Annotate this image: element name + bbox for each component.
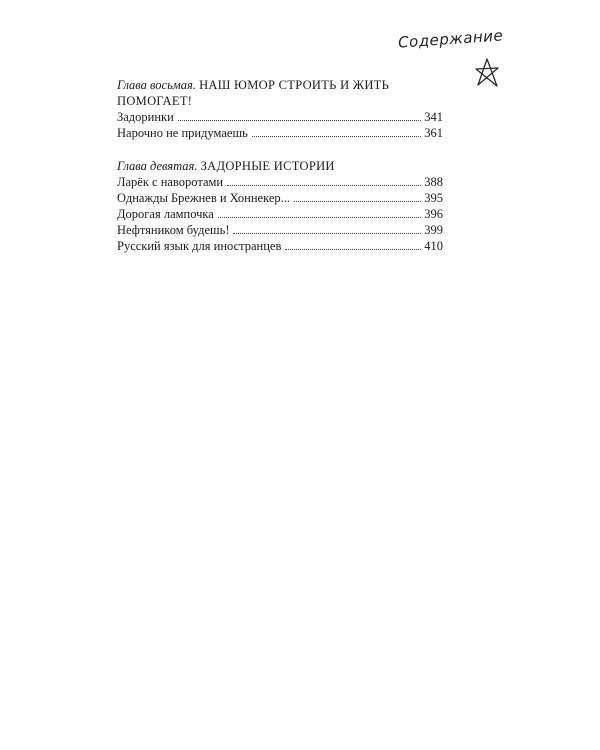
toc-entry[interactable]	[117, 238, 443, 254]
toc-entry[interactable]	[117, 222, 443, 238]
handwritten-note: Содержание	[397, 26, 504, 52]
dot-leader	[285, 248, 421, 250]
dot-leader	[294, 200, 421, 202]
dot-leader	[218, 216, 421, 218]
toc-entry-page: 410	[424, 239, 443, 253]
dot-leader	[252, 135, 421, 137]
toc-entry[interactable]	[117, 190, 443, 206]
toc-entry-title: Дорогая лампочка	[117, 207, 214, 221]
chapter-number: Глава восьмая.	[117, 78, 196, 92]
toc-entry-title: Задоринки	[117, 110, 174, 124]
chapter-heading	[117, 77, 443, 109]
chapter-title: НАШ ЮМОР СТРОИТЬ И ЖИТЬ ПОМОГАЕТ!	[117, 78, 390, 108]
toc-entry-page: 388	[424, 175, 443, 189]
toc-entry-title: Однажды Брежнев и Хоннекер...	[117, 191, 291, 205]
toc-entry-title: Ларёк с наворотами	[117, 175, 224, 189]
toc-entry[interactable]	[117, 125, 443, 141]
toc-entry[interactable]	[117, 109, 443, 125]
chapter-title: ЗАДОРНЫЕ ИСТОРИИ	[200, 159, 335, 173]
toc-entry-title: Русский язык для иностранцев	[117, 239, 282, 253]
chapter-heading	[117, 158, 443, 174]
toc-entry-title: Нефтяником будешь!	[117, 223, 230, 237]
toc-entry[interactable]	[117, 174, 443, 190]
toc-entry-title: Нарочно не придумаешь	[117, 126, 248, 140]
chapter-section	[117, 77, 443, 141]
toc-entry-page: 396	[424, 207, 443, 221]
toc-entry-page: 399	[424, 223, 443, 237]
dot-leader	[233, 232, 421, 234]
table-of-contents	[117, 77, 443, 254]
toc-entry-page: 395	[424, 191, 443, 205]
dot-leader	[178, 119, 421, 121]
dot-leader	[227, 184, 421, 186]
star-icon	[470, 56, 504, 90]
toc-entry-page: 341	[424, 110, 443, 124]
chapter-section	[117, 158, 443, 254]
toc-entry-page: 361	[424, 126, 443, 140]
toc-entry[interactable]	[117, 206, 443, 222]
chapter-number: Глава девятая.	[117, 159, 198, 173]
